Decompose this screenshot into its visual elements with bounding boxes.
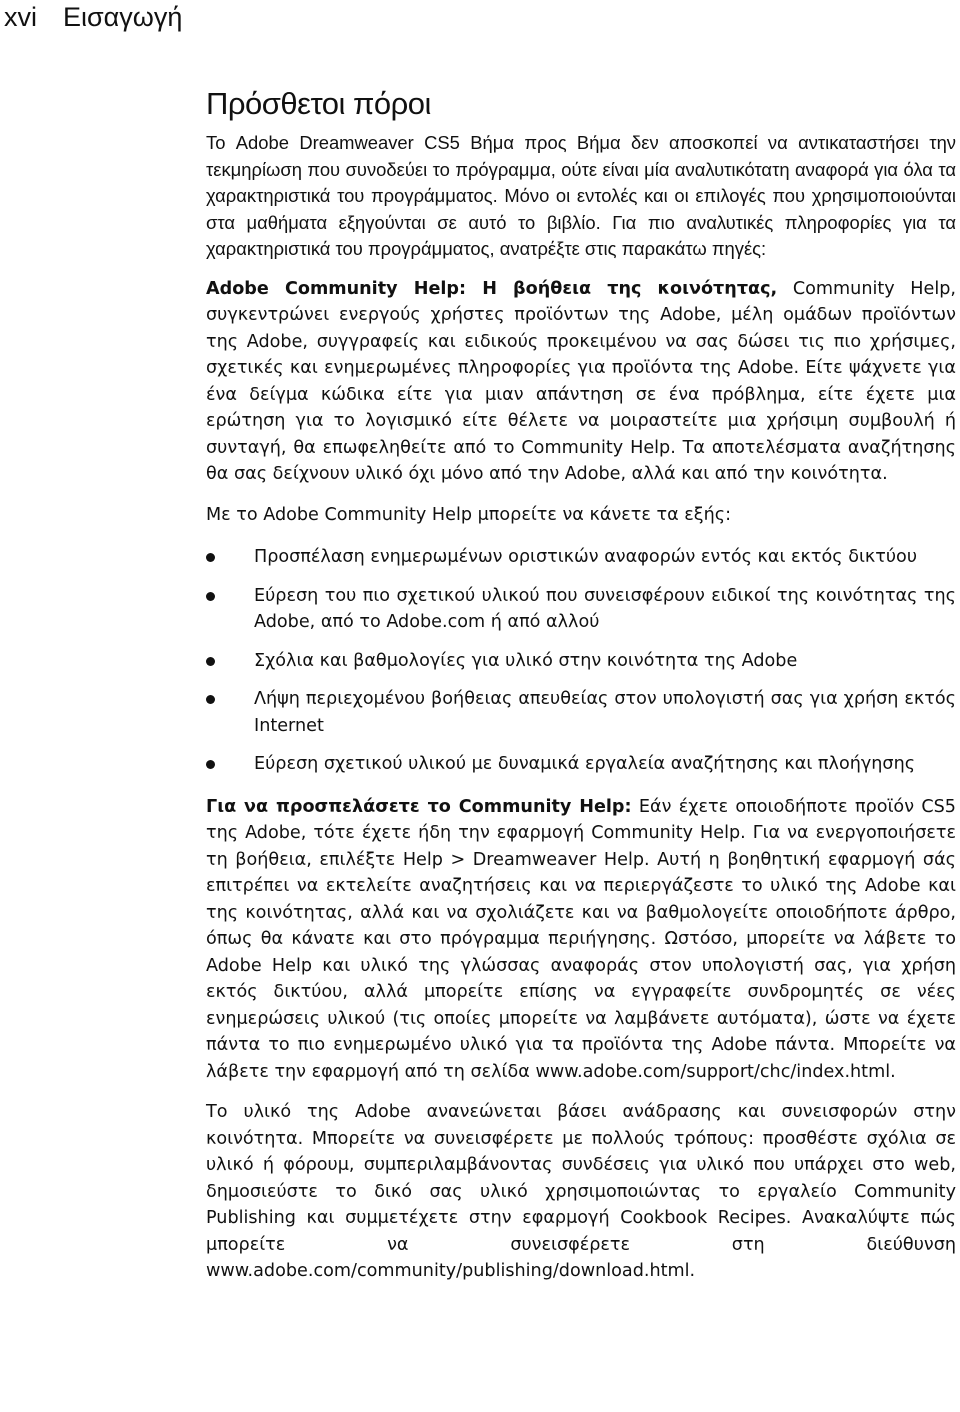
community-help-body: Community Help, συγκεντρώνει ενεργούς χρήστες προϊόντων της Adobe, μέλη ομάδων προϊόντων της Adobe, συγγραφείς και ειδικούς προκειμένου να σας δώσει τις πιο χρήσιμες, σχετικές και ενημερωμένες πληροφορίες για προϊόντα της Adobe. Είτε ψάχνετε για ένα δείγμα κώδικα είτε για μιαν απάντηση σε ένα πρόβλημα, είτε έχετε μια ερώτηση για το λογισμικό είτε θέλετε να μοιραστείτε μια χρήσιμη συμβουλή ή συνταγή, θα επωφεληθείτε από το Community Help. Τα αποτελέσματα αναζήτησης θα σας δείχνουν υλικό όχι μόνο από την Adobe, αλλά και από την κοινότητα. <box>206 278 956 484</box>
community-help-paragraph <box>206 276 956 488</box>
list-item <box>206 544 956 571</box>
list-item <box>206 648 956 675</box>
community-help-lead: Adobe Community Help: Η βοήθεια της κοινότητας, <box>206 278 778 299</box>
list-item-text: Εύρεση σχετικού υλικού με δυναμικά εργαλεία αναζήτησης και πλοήγησης <box>254 754 916 774</box>
list-item <box>206 686 956 739</box>
list-item-text: Σχόλια και βαθμολογίες για υλικό στην κοινότητα της Adobe <box>254 650 798 671</box>
list-item-text: Λήψη περιεχομένου βοήθειας απευθείας στον υπολογιστή σας για χρήση εκτός Internet <box>254 689 956 736</box>
running-header <box>4 2 182 33</box>
bullet-icon <box>206 657 215 666</box>
features-list <box>206 544 956 778</box>
section-title: Πρόσθετοι πόροι <box>206 86 431 121</box>
list-item <box>206 583 956 636</box>
page-number: xvi <box>4 2 37 32</box>
list-intro: Με το Adobe Community Help μπορείτε να κάνετε τα εξής: <box>206 504 731 525</box>
list-item-text: Προσπέλαση ενημερωμένων οριστικών αναφορών εντός και εκτός δικτύου <box>254 547 917 567</box>
bullet-icon <box>206 592 215 601</box>
list-item <box>206 751 956 778</box>
bullet-icon <box>206 760 215 769</box>
page-content <box>206 82 956 1285</box>
intro-paragraph: Το Adobe Dreamweaver CS5 Βήμα προς Βήμα δεν αποσκοπεί να αντικαταστήσει την τεκμηρίωση που συνοδεύει το πρόγραμμα, ούτε είναι μία αναλυτικότατη αναφορά για όλα τα χαρακτηριστικά του προγράμματος. Μόνο οι εντολές και οι επιλογές που χρησιμοποιούνται στα μαθήματα εξηγούνται σε αυτό το βιβλίο. Για πιο αναλυτικές πληροφορίες για τα χαρακτηριστικά του προγράμματος, ανατρέξτε στις παρακάτω πηγές: <box>206 132 956 259</box>
bullet-icon <box>206 553 215 562</box>
bullet-icon <box>206 695 215 704</box>
list-item-text: Εύρεση του πιο σχετικού υλικού που συνεισφέρουν ειδικοί της κοινότητας της Adobe, από το Adobe.com ή από αλλού <box>254 585 956 632</box>
access-paragraph <box>206 794 956 1086</box>
access-lead: Για να προσπελάσετε το Community Help: <box>206 796 632 817</box>
access-body: Εάν έχετε οποιοδήποτε προϊόν CS5 της Adobe, τότε έχετε ήδη την εφαρμογή Community Help. Για να ενεργοποιήσετε τη βοήθεια, επιλέξτε Help > Dreamweaver Help. Αυτή η βοηθητική εφαρμογή σάς επιτρέπει να εκτελείτε αναζητήσεις και να περιεργάζεστε το υλικό της Adobe και της κοινότητας, αλλά και να σχολιάζετε και να βαθμολογείτε οποιοδήποτε άρθρο, όπως θα κάνατε και στο πρόγραμμα περιήγησης. Ωστόσο, μπορείτε να λάβετε το Adobe Help και υλικό της γλώσσας αναφοράς στον υπολογιστή σας, για χρήση εκτός δικτύου, αλλά μπορείτε επίσης να εγγραφείτε συνδρομητές σε νέες ενημερώσεις υλικού (τις οποίες μπορείτε να λαμβάνετε αυτόματα), ώστε να έχετε πάντα το πιο ενημερωμένο υλικό για τα προϊόντα της Adobe πάντα. Μπορείτε να λάβετε την εφαρμογή από τη σελίδα www.adobe.com/support/chc/index.html. <box>206 796 957 1082</box>
chapter-title: Εισαγωγή <box>63 2 183 32</box>
closing-paragraph: Το υλικό της Adobe ανανεώνεται βάσει ανάδρασης και συνεισφορών στην κοινότητα. Μπορείτε να συνεισφέρετε με πολλούς τρόπους: προσθέστε σχόλια σε υλικό ή φόρουμ, συμπεριλαμβάνοντας συνδέσεις για υλικό που υπάρχει στο web, δημοσιεύστε το δικό σας υλικό χρησιμοποιώντας το εργαλείο Community Publishing και συμμετέχετε στην εφαρμογή Cookbook Recipes. Ανακαλύψτε πώς μπορείτε να συνεισφέρετε στη διεύθυνση www.adobe.com/community/publishing/download.html. <box>206 1102 956 1281</box>
